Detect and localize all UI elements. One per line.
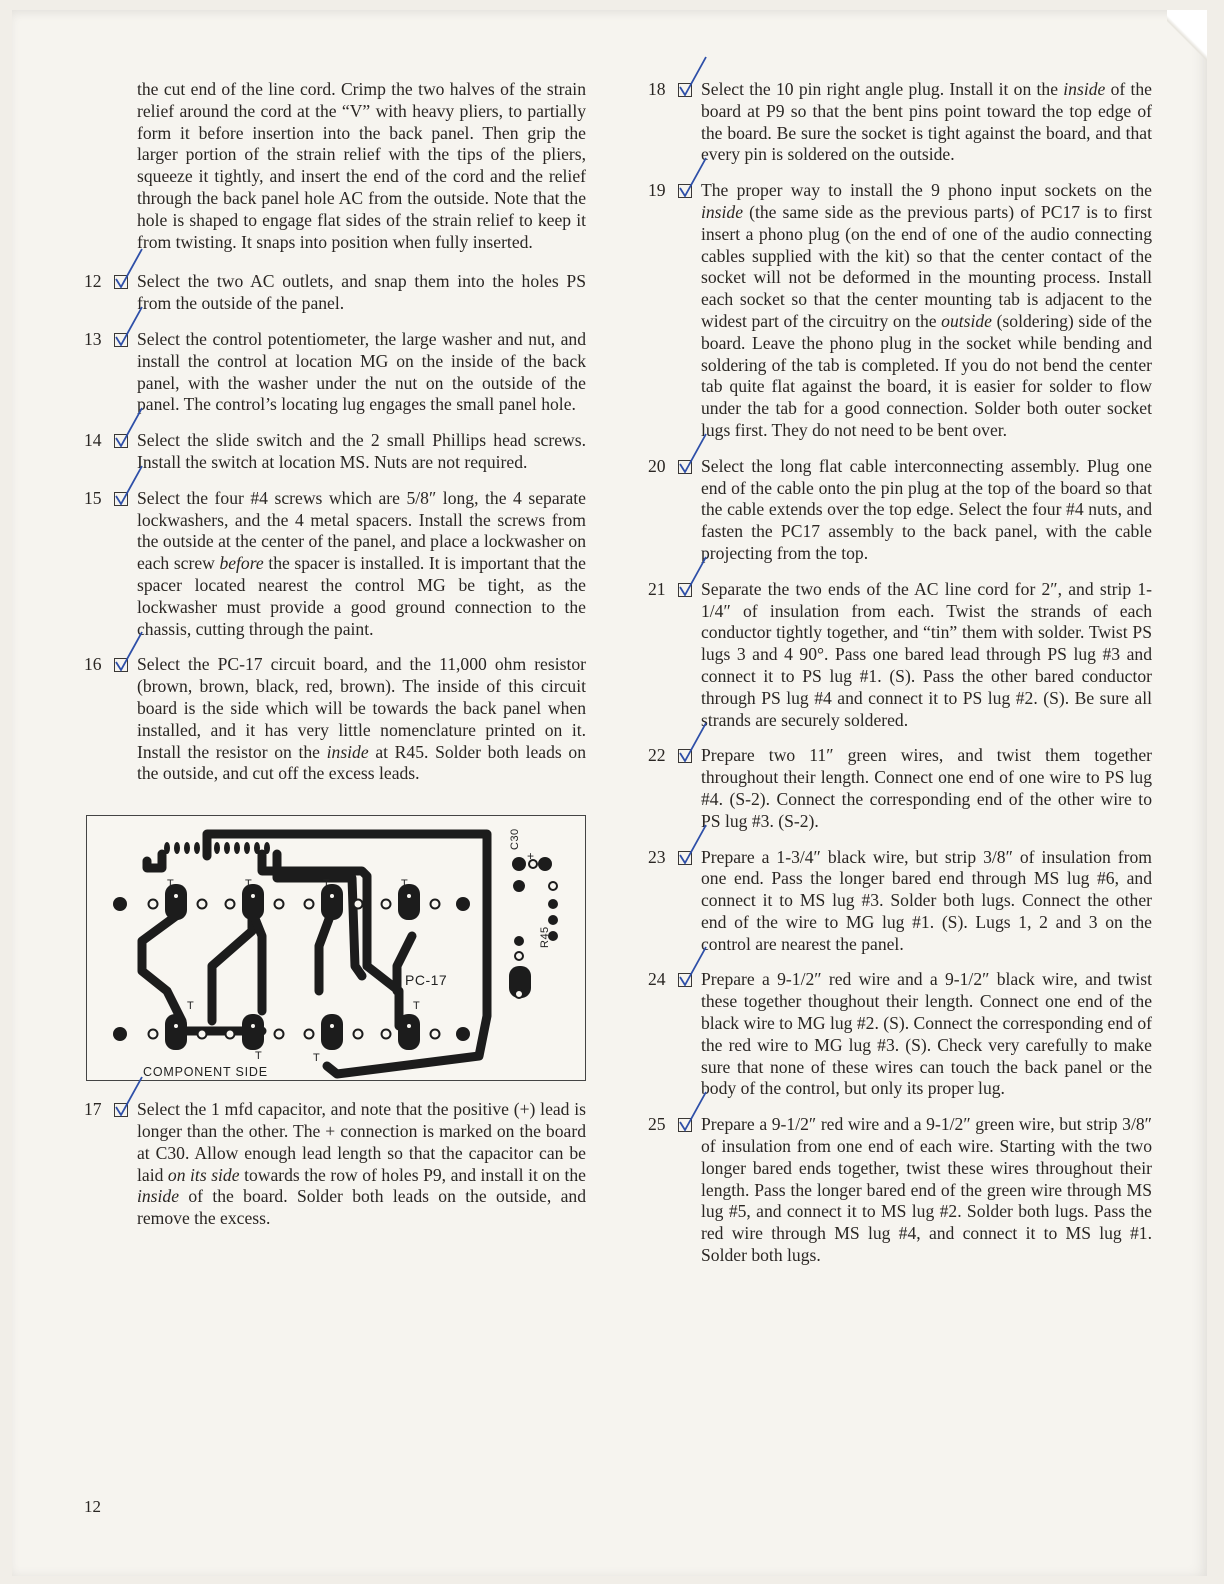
c30-label: C30	[509, 828, 521, 851]
t-label: T	[401, 878, 409, 891]
checkmark-icon	[676, 57, 710, 101]
step-text: Prepare two 11″ green wires, and twist them together throughout their length. Connect one end of one wire to PS lug #4. (S-2). Connect the corresponding end of the other wire to PS lug #3. (S-2).	[701, 745, 1152, 831]
step-number: 15	[84, 487, 102, 508]
component-side-label: COMPONENT SIDE	[143, 1065, 268, 1080]
step-17	[84, 1099, 586, 1230]
page-corner-fold	[1167, 10, 1207, 70]
checkmark-icon	[676, 434, 710, 478]
step-18	[648, 79, 1152, 166]
step-number: 13	[84, 328, 102, 349]
step-12	[84, 271, 586, 315]
step-number: 14	[84, 430, 102, 451]
step-24	[648, 969, 1152, 1100]
checkmark-icon	[112, 249, 146, 293]
step-text: Prepare a 1-3/4″ black wire, but strip 3/8″ of insulation from one end. Pass the longer bared end through MS lug #6, and connect it to MS lug #3. Solder both lugs. Connect the other end of the wire to MG lug #1. (S). Lugs 1, 2 and 3 on the control are nearest the panel.	[701, 846, 1152, 954]
step-20	[648, 456, 1152, 565]
left-column	[84, 79, 586, 1230]
step-number: 12	[84, 271, 102, 292]
step-text: Select the four #4 screws which are 5/8″ long, the 4 separate lockwashers, and the 4 metal spacers. Install the screws from the outside at the center of the panel, and place a lockwasher on each screw before the spacer is installed. It is important that the spacer located nearest the control MG be tight, as the lockwasher must provide a good ground connection to the chassis, cutting through the paint.	[137, 487, 586, 639]
step-text: Select the two AC outlets, and snap them into the holes PS from the outside of the panel.	[137, 271, 586, 314]
step-number: 24	[648, 969, 666, 990]
step-number: 16	[84, 654, 102, 675]
step-number: 19	[648, 180, 666, 201]
checkmark-icon	[676, 557, 710, 601]
page-number: 12	[84, 1497, 101, 1516]
checkmark-icon	[112, 408, 146, 452]
step-14	[84, 430, 586, 474]
checkmark-icon	[676, 158, 710, 202]
checkmark-icon	[112, 466, 146, 510]
step-text: Separate the two ends of the AC line cord for 2″, and strip 1-1/4″ of insulation from each. Twist the strands of each conductor tightly together, and “tin” them with solder. Twist PS lugs 3 and 4 90°. Pass one bared lead through PS lug #3 and connect it to PS lug #1. (S). Pass the other bared conductor through PS lug #4 and connect it to PS lug #2. (S). Be sure all strands are securely soldered.	[701, 578, 1152, 730]
plus-label: +	[527, 849, 535, 864]
step-text: Select the control potentiometer, the large washer and nut, and install the control at location MG on the inside of the back panel, with the washer under the nut on the outside of the panel. The control’s locating lug engages the small panel hole.	[137, 328, 586, 415]
step-text: Select the 10 pin right angle plug. Install it on the inside of the board at P9 so that the bent pins point toward the top edge of the board. Be sure the socket is tight against the board, and that every pin is soldered on the outside.	[701, 79, 1152, 165]
step-text: Prepare a 9-1/2″ red wire and a 9-1/2″ black wire, and twist these together thoughout their length. Connect one end of the black wire to MG lug #2. (S). Connect the corresponding end of the red wire to MG lug #3. (S). Check very carefully to make sure that none of these wires can touch the back panel or the body of the control, but only its proper lug.	[701, 969, 1152, 1099]
checkmark-icon	[112, 307, 146, 351]
step-text: Prepare a 9-1/2″ red wire and a 9-1/2″ green wire, but strip 3/8″ of insulation from one end of each wire. Starting with the two longer bared ends together, twist these wires throughout their length. Pass the longer bared end of the green wire through MS lug #5, and connect it to MS lug #2. Solder both lugs. Pass the red wire through MS lug #4, and connect it to MS lug #1. Solder both lugs.	[701, 1114, 1152, 1266]
t-label: T	[187, 1000, 195, 1013]
step-15	[84, 488, 586, 641]
t-label: T	[167, 878, 175, 891]
t-label: T	[323, 878, 331, 891]
checkmark-icon	[112, 632, 146, 676]
checkmark-icon	[112, 1077, 146, 1121]
checkmark-icon	[676, 947, 710, 991]
step-number: 20	[648, 455, 666, 476]
intro-paragraph: the cut end of the line cord. Crimp the two halves of the strain relief around the cord at the “V” with heavy pliers, to partially form it before insertion into the back panel. Then grip the larger portion of the strain relief with the tips of the pliers, squeeze it tightly, and insert the end of the cord and the relief through the back panel hole AC from the outside. Note that the hole is shaped to engage flat sides of the strain relief to keep it from twisting. It snaps into position when fully inserted.	[137, 79, 586, 252]
right-column	[648, 79, 1152, 1267]
step-13	[84, 329, 586, 416]
r45-label: R45	[539, 926, 551, 949]
checkmark-icon	[676, 825, 710, 869]
t-label: T	[245, 878, 253, 891]
step-16	[84, 654, 586, 785]
checkmark-icon	[676, 723, 710, 767]
step-number: 23	[648, 846, 666, 867]
t-label: T	[413, 1000, 421, 1013]
step-text: Select the 1 mfd capacitor, and note that the positive (+) lead is longer than the other. The + connection is marked on the board at C30. Allow enough lead length so that the capacitor can be laid on its side towards the row of holes P9, and install it on the inside of the board. Solder both leads on the outside, and remove the excess.	[137, 1099, 586, 1229]
step-number: 17	[84, 1099, 102, 1120]
pc17-circuit-diagram	[86, 815, 586, 1081]
step-22	[648, 745, 1152, 832]
step-25	[648, 1114, 1152, 1267]
step-19	[648, 180, 1152, 442]
step-23	[648, 847, 1152, 956]
step-number: 25	[648, 1114, 666, 1135]
step-text: Select the PC-17 circuit board, and the 11,000 ohm resistor (brown, brown, black, red, brown). The inside of this circuit board is the side which will be towards the back panel when installed, and it has very little nomenclature printed on it. Install the resistor on the inside at R45. Solder both leads on the outside, and cut off the excess leads.	[137, 654, 586, 784]
step-number: 18	[648, 79, 666, 99]
step-number: 21	[648, 578, 666, 599]
board-label: PC-17	[405, 972, 448, 989]
step-text: Select the slide switch and the 2 small Phillips head screws. Install the switch at location MS. Nuts are not required.	[137, 430, 586, 472]
step-text: The proper way to install the 9 phono input sockets on the inside (the same side as the previous parts) of PC17 is to first insert a phono plug (on the end of one of the audio connecting cables supplied with the kit) so that the center contact of the socket will not be deformed in the mounting process. Install each socket so that the center mounting tab is adjacent to the widest part of the circuitry on the outside (soldering) side of the board. Leave the phono plug in the socket while bending and soldering of the tab is completed. If you do not bend the center tab quite flat against the board, it is easier for solder to flow under the tab for a good connection. Solder both outer socket lugs first. They do not need to be bent over.	[701, 180, 1152, 440]
step-number: 22	[648, 745, 666, 766]
t-label: T	[255, 1050, 263, 1063]
step-text: Select the long flat cable interconnecting assembly. Plug one end of the cable onto the pin plug at the top of the board so that the cable extends over the top edge. Select the four #4 nuts, and fasten the PC17 assembly to the back panel, with the cable projecting from the top.	[701, 455, 1152, 563]
checkmark-icon	[676, 1092, 710, 1136]
step-21	[648, 579, 1152, 732]
circuit-traces	[87, 816, 584, 1079]
t-label: T	[313, 1052, 321, 1065]
